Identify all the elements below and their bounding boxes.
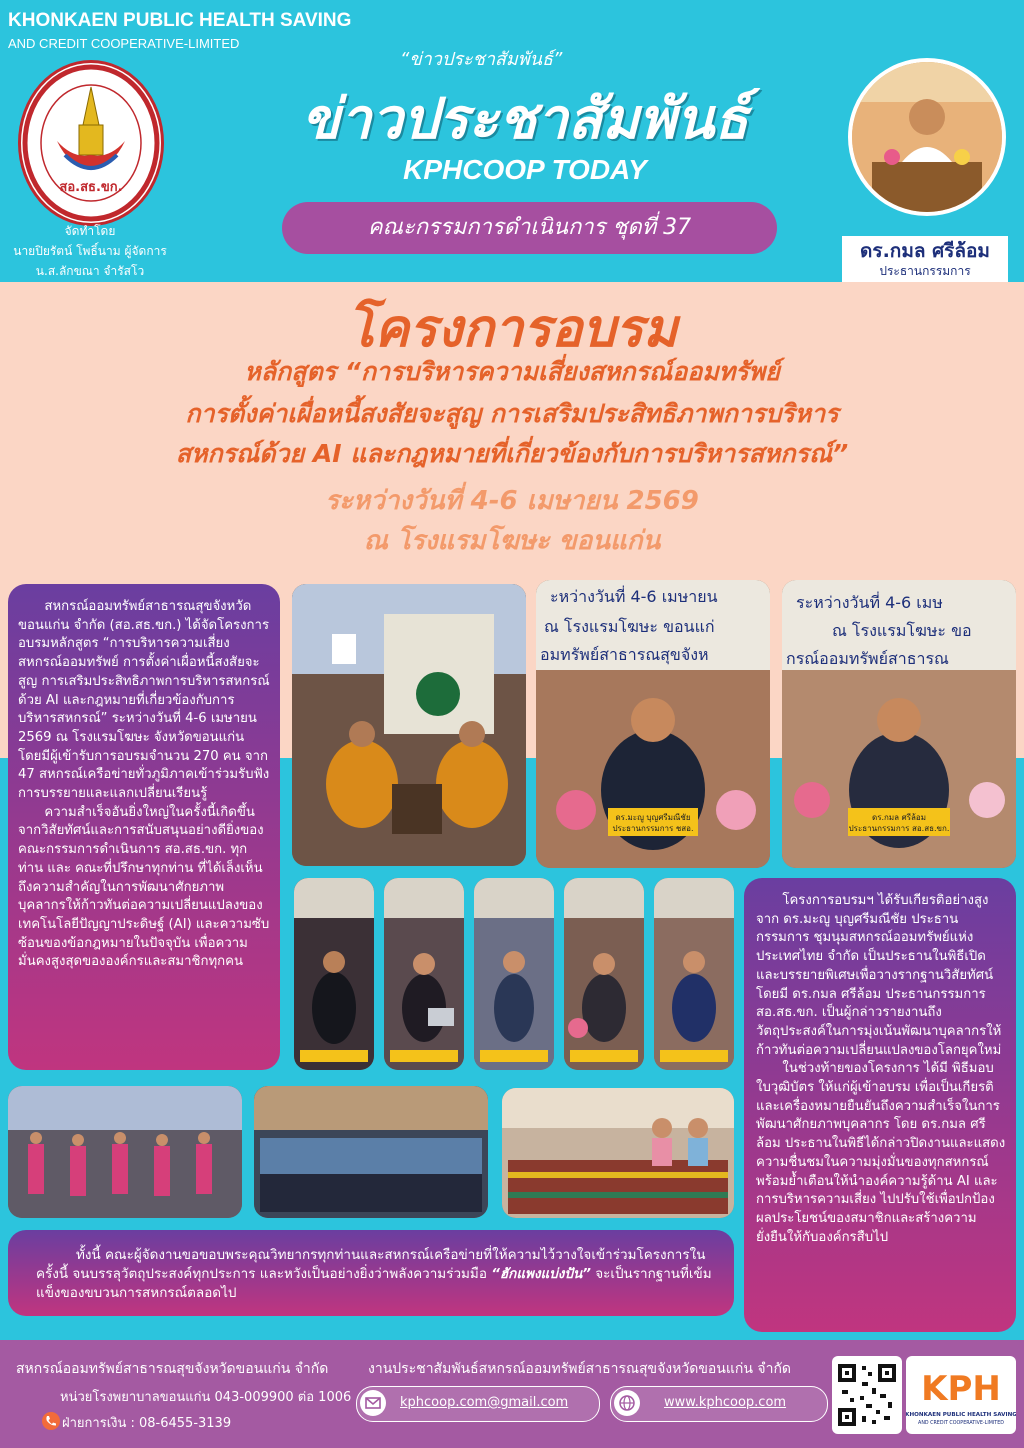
credit-name-2: น.ส.ลักขณา จำรัสโว [35, 264, 145, 278]
right-paragraph-2: ในช่วงท้ายของโครงการ ได้มี พิธีมอบใบวุฒิบัตร ให้แก่ผู้เข้าอบรม เพื่อเป็นเกียรติและเครื่องหมายยืนยันถึงความสำเร็จในการพัฒนาศักยภาพบุคลากร โดย ดร.กมล ศรีล้อม ประธานในพิธีได้กล่าวปิดงานและแสดงความชื่นชมในความมุ่งมั่นของทุกสหกรณ์ พร้อมย้ำเตือนให้นำองค์ความรู้ด้าน AI และการบริหารความเสี่ยง ไปปรับใช้เพื่อปกป้องผลประโยชน์ของสมาชิกและสร้างความยั่งยืนให้กับองค์กรสืบไป [756, 1061, 1006, 1245]
photo-lecturer-1 [294, 878, 374, 1070]
globe-icon [614, 1390, 640, 1416]
closing-paragraph-box [8, 1230, 734, 1316]
svg-text:ณ โรงแรมโฆษะ ขอ: ณ โรงแรมโฆษะ ขอ [832, 621, 972, 640]
event-venue: ณ โรงแรมโฆษะ ขอนแก่น [363, 526, 661, 556]
credit-name-1: นายปิยรัตน์ โพธิ์นาม ผู้จัดการ [13, 244, 167, 258]
website-link[interactable]: www.kphcoop.com [664, 1395, 787, 1410]
org-name-en-line1: KHONKAEN PUBLIC HEALTH SAVING [8, 10, 352, 31]
footer-unit-phone: หน่วยโรงพยาบาลขอนแก่น 043-009900 ต่อ 1006 [60, 1390, 352, 1405]
left-paragraph-1: สหกรณ์ออมทรัพย์สาธารณสุขจังหวัดขอนแก่น จำกัด (สอ.สธ.ขก.) ได้จัดโครงการอบรมหลักสูตร “การบริหารความเสี่ยงสหกรณ์ออมทรัพย์ การตั้งค่าเผื่อหนี้สงสัยจะสูญ การเสริมประสิทธิภาพการบริหารสหกรณ์ด้วย AI และกฎหมายที่เกี่ยวข้องกับการบริหารสหกรณ์” ระหว่างวันที่ 4-6 เมษายน 2569 ณ โรงแรมโฆษะ จังหวัดขอนแก่น โดยมีผู้เข้ารับการอบรมจำนวน 270 คน จาก 47 สหกรณ์เครือข่ายทั่วภูมิภาคเข้าร่วมรับฟังการบรรยายและแลกเปลี่ยนเรียนรู้ [18, 599, 270, 802]
email-icon [360, 1390, 386, 1416]
svg-text:สอ.สธ.ขก.: สอ.สธ.ขก. [59, 180, 123, 195]
footer-org-name: สหกรณ์ออมทรัพย์สาธารณสุขจังหวัดขอนแก่น จำกัด [16, 1361, 329, 1377]
svg-text:ประธานกรรมการ ชสอ.: ประธานกรรมการ ชสอ. [612, 824, 694, 833]
svg-text:ณ โรงแรมโฆษะ ขอนแก่: ณ โรงแรมโฆษะ ขอนแก่ [544, 617, 715, 636]
pr-subtitle: “ข่าวประชาสัมพันธ์” [400, 49, 563, 70]
left-article-box [8, 584, 280, 1070]
svg-text:AND CREDIT COOPERATIVE-LIMITED: AND CREDIT COOPERATIVE-LIMITED [918, 1421, 1004, 1426]
footer-pr-department: งานประชาสัมพันธ์สหกรณ์ออมทรัพย์สาธารณสุขจังหวัดขอนแก่น จำกัด [368, 1361, 792, 1377]
chairman-name: ดร.กมล ศรีล้อม [860, 240, 990, 262]
photo-speaker-1 [536, 580, 770, 868]
svg-text:ะหว่างวันที่ 4-6 เมษายน: ะหว่างวันที่ 4-6 เมษายน [550, 587, 718, 606]
photo-monks-ceremony [292, 584, 526, 866]
photo-souvenirs [502, 1088, 734, 1218]
chairman-photo [848, 58, 1006, 216]
phone-icon [42, 1412, 60, 1430]
closing-paragraph: ทั้งนี้ คณะผู้จัดงานขอขอบพระคุณวิทยากรทุกท่านและสหกรณ์เครือข่ายที่ให้ความไว้วางใจเข้าร่วมโครงการในครั้งนี้ จนบรรลุวัตถุประสงค์ทุกประการ และหวังเป็นอย่างยิ่งว่าพลังความร่วมมือ [36, 1247, 706, 1282]
photo-speaker-2 [782, 580, 1016, 868]
svg-text:ระหว่างวันที่ 4-6 เมษ: ระหว่างวันที่ 4-6 เมษ [796, 593, 943, 612]
course-title-line2: การตั้งค่าเผื่อหนี้สงสัยจะสูญ การเสริมประสิทธิภาพการบริหาร [185, 399, 839, 428]
org-name-en-line2: AND CREDIT COOPERATIVE-LIMITED [8, 36, 240, 51]
event-date: ระหว่างวันที่ 4-6 เมษายน 2569 [325, 486, 699, 516]
committee-pill: คณะกรรมการดำเนินการ ชุดที่ 37 [282, 202, 777, 254]
closing-highlight: “ฮักแพงแบ่งปัน” [491, 1266, 591, 1282]
svg-text:กรณ์ออมทรัพย์สาธารณ: กรณ์ออมทรัพย์สาธารณ [786, 649, 949, 668]
right-paragraph-1: โครงการอบรมฯ ได้รับเกียรติอย่างสูงจาก ดร.มะญู บุญศรีมณีชัย ประธานกรรมการ ชุมนุมสหกรณ์ออมทรัพย์แห่งประเทศไทย จำกัด เป็นประธานในพิธีเปิด และบรรยายพิเศษเพื่อวางรากฐานวิสัยทัศน์ โดยมี ดร.กมล ศรีล้อม ประธานกรรมการ สอ.สธ.ขก. เป็นผู้กล่าวรายงานถึงวัตถุประสงค์ในการมุ่งเน้นพัฒนาบุคลากรให้ก้าวทันต่อความเปลี่ยนแปลงของโลกยุคใหม่ [756, 893, 1002, 1058]
footer-finance-phone: ฝ่ายการเงิน : 08-6455-3139 [62, 1416, 232, 1431]
chairman-position: ประธานกรรมการ [879, 264, 971, 278]
course-title-line1: หลักสูตร “การบริหารความเสี่ยงสหกรณ์ออมทรัพย์ [244, 357, 780, 386]
closing-end: จะเป็นรากฐานที่เข้มแข็งของขบวนการสหกรณ์ตลอดไป [36, 1266, 712, 1301]
photo-lecturer-5 [654, 878, 734, 1070]
left-paragraph-2: ความสำเร็จอันยิ่งใหญ่ในครั้งนี้เกิดขึ้นจากวิสัยทัศน์และการสนับสนุนอย่างดียิ่งของ คณะกรรมการดำเนินการ สอ.สธ.ขก. ทุกท่าน และ คณะที่ปรึกษาทุกท่าน ที่ได้เล็งเห็นถึงความสำคัญในการพัฒนาศักยภาพบุคลากรให้ก้าวทันต่อความเปลี่ยนแปลงของเทคโนโลยีปัญญาประดิษฐ์ (AI) และความซับซ้อนของข้อกฎหมายในปัจจุบัน เพื่อความมั่นคงสูงสุดขององค์กรและสมาชิกทุกคน [18, 804, 270, 970]
coop-logo [18, 60, 164, 226]
pr-title: ข่าวประชาสัมพันธ์ [301, 87, 749, 152]
credit-label: จัดทำโดย [64, 224, 116, 238]
email-link[interactable]: kphcoop.com@gmail.com [400, 1395, 569, 1410]
qr-code[interactable] [832, 1356, 902, 1434]
kphcoop-today-title: KPHCOOP TODAY [403, 154, 647, 185]
svg-text:KPH: KPH [921, 1369, 1001, 1409]
photo-lecturer-3 [474, 878, 554, 1070]
svg-text:อมทรัพย์สาธารณสุขจังห: อมทรัพย์สาธารณสุขจังห [540, 645, 709, 664]
svg-text:KHONKAEN PUBLIC HEALTH SAVING: KHONKAEN PUBLIC HEALTH SAVING [906, 1412, 1016, 1418]
photo-lecturer-2 [384, 878, 464, 1070]
photo-lecturer-4 [564, 878, 644, 1070]
svg-text:ประธานกรรมการ สอ.สธ.ขก.: ประธานกรรมการ สอ.สธ.ขก. [848, 824, 950, 833]
svg-text:ดร.มะญู บุญศรีมณีชัย: ดร.มะญู บุญศรีมณีชัย [615, 813, 691, 822]
kph-logo [906, 1356, 1016, 1434]
project-title: โครงการอบรม [346, 299, 678, 359]
right-article-box [744, 878, 1016, 1332]
photo-thai-dance [8, 1086, 242, 1218]
photo-group [254, 1086, 488, 1218]
svg-text:ดร.กมล ศรีล้อม: ดร.กมล ศรีล้อม [872, 813, 926, 822]
course-title-line3: สหกรณ์ด้วย AI และกฎหมายที่เกี่ยวข้องกับการบริหารสหกรณ์” [175, 439, 849, 468]
